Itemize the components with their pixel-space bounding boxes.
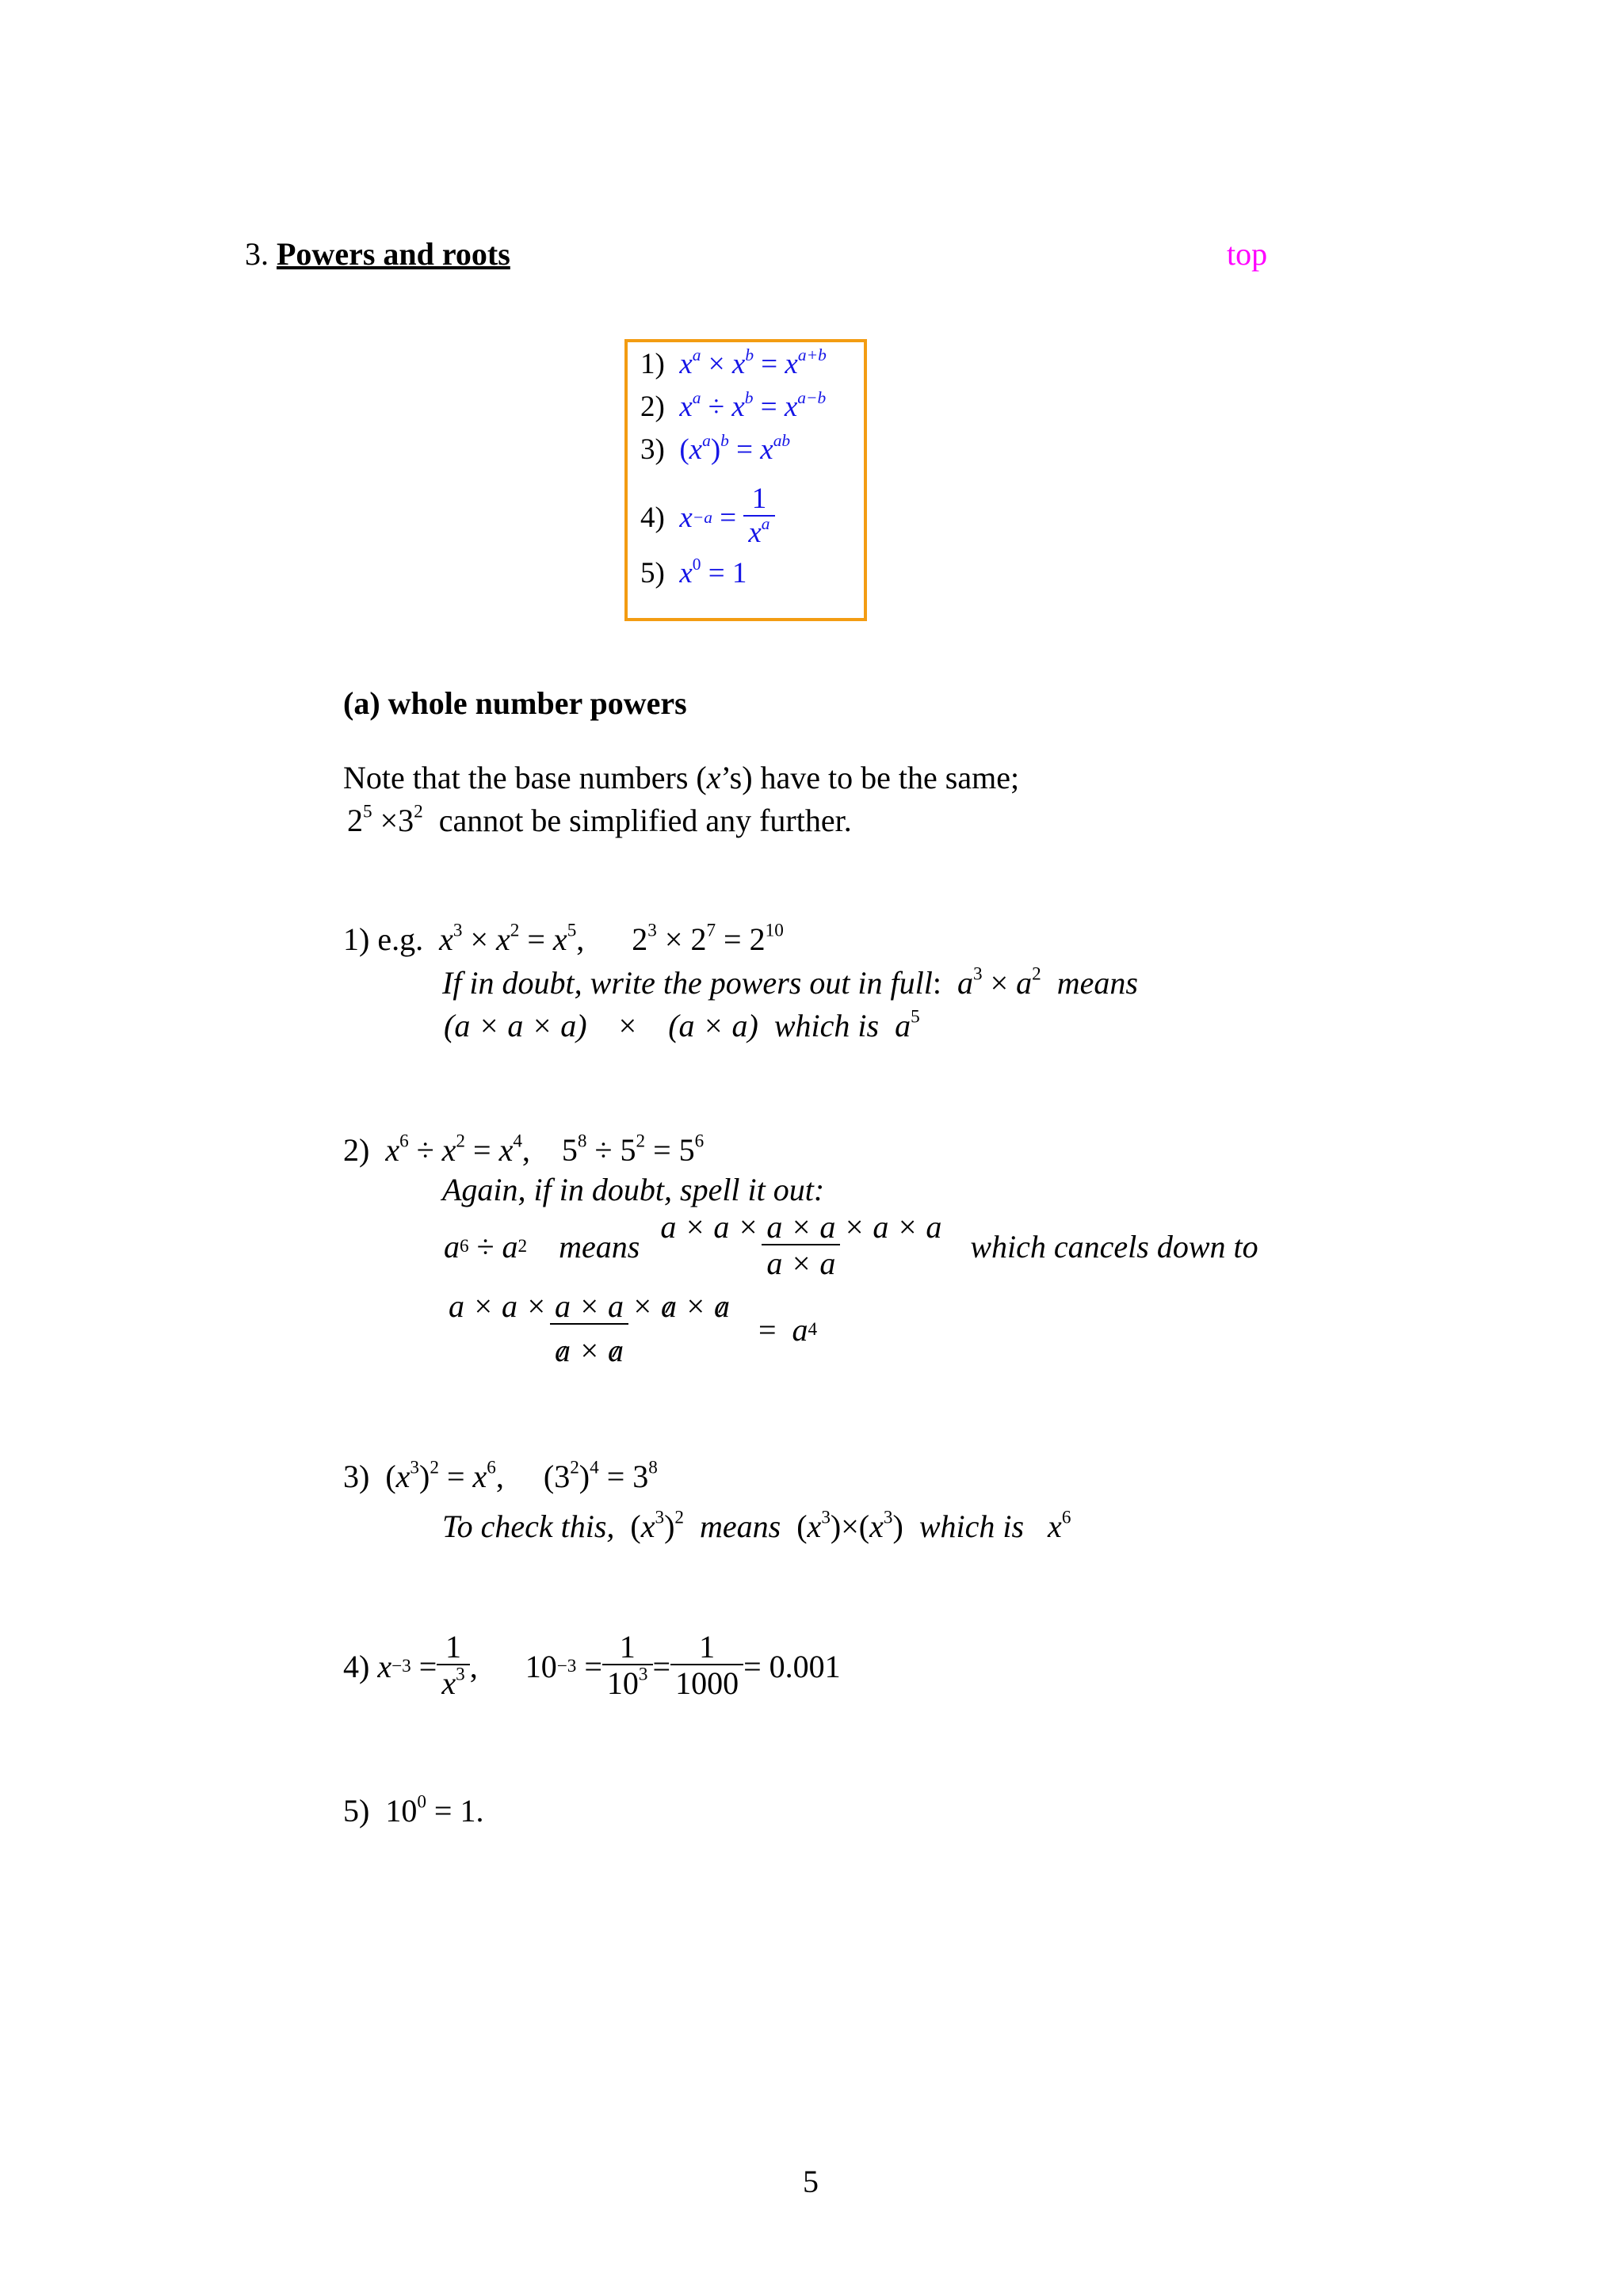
- note-line-1: Note that the base numbers (x’s) have to be the same;: [343, 760, 1020, 795]
- example-2-line-3: a 6 ÷ a 2 means $\frac{a \times a \times a \times a \times a \times a}{a \times a}$ which cancels down to: [444, 1209, 1258, 1281]
- example-1-line-2: If in doubt, write the powers out in full: $a^3 \times a^2$ means: [442, 963, 1138, 1001]
- example-3-line-1: 3) $(x^3)^2 = x^6$, $(3^2)^4 = 3^8$: [343, 1457, 658, 1494]
- example-2-line-4: $\frac{a \times a \times a \times a \times a \times a}{a \times a}$ = a 4: [449, 1288, 818, 1368]
- subsection-title: (a) whole number powers: [343, 685, 687, 721]
- section-heading: [245, 235, 510, 273]
- page-number: 5: [803, 2164, 819, 2199]
- example-1-line-1: 1) e.g. $x^3 \times x^2 = x^5$, $2^3 \times 2^7 = 2^{10}$: [343, 920, 784, 957]
- section-title: Powers and roots: [277, 236, 510, 272]
- example-5: 5) $10^0 = 1$.: [343, 1791, 484, 1829]
- rule-3: 3) $(x^a)^b = x^{ab}$: [640, 430, 791, 466]
- rule-1: 1) $x^a \times x^b = x^{a+b}$: [640, 345, 827, 380]
- example-2-line-2: Again, if in doubt, spell it out:: [442, 1172, 825, 1207]
- note-line-2: $2^5 \times 3^2$ cannot be simplified any further.: [347, 801, 852, 838]
- example-3-line-2: To check this, $(x^3)^2$ means $(x^3)\times(x^3)$ which is $x^6$: [442, 1507, 1071, 1544]
- rule-5: 5) $x^0 = 1$: [640, 554, 747, 589]
- example-1-line-3: (a × a × a) × (a × a) which is $a^5$: [444, 1006, 920, 1043]
- example-4: 4) x −3 = $\frac{1}{x^3}$ , 10 −3 = $\frac{1}{10^3}$ = $\frac{1}{1000}$ = 0.001: [343, 1629, 841, 1701]
- rule-4: 4) x −a = $\frac{1}{x^a}$: [640, 479, 864, 556]
- rules-box: [624, 339, 867, 621]
- section-number: 3.: [245, 236, 269, 272]
- example-2-line-1: 2) $x^6 \div x^2 = x^4$, $5^8 \div 5^2 = 5^6$: [343, 1131, 705, 1168]
- top-link[interactable]: top: [1227, 236, 1268, 272]
- rule-2: 2) $x^a \div x^b = x^{a-b}$: [640, 387, 827, 423]
